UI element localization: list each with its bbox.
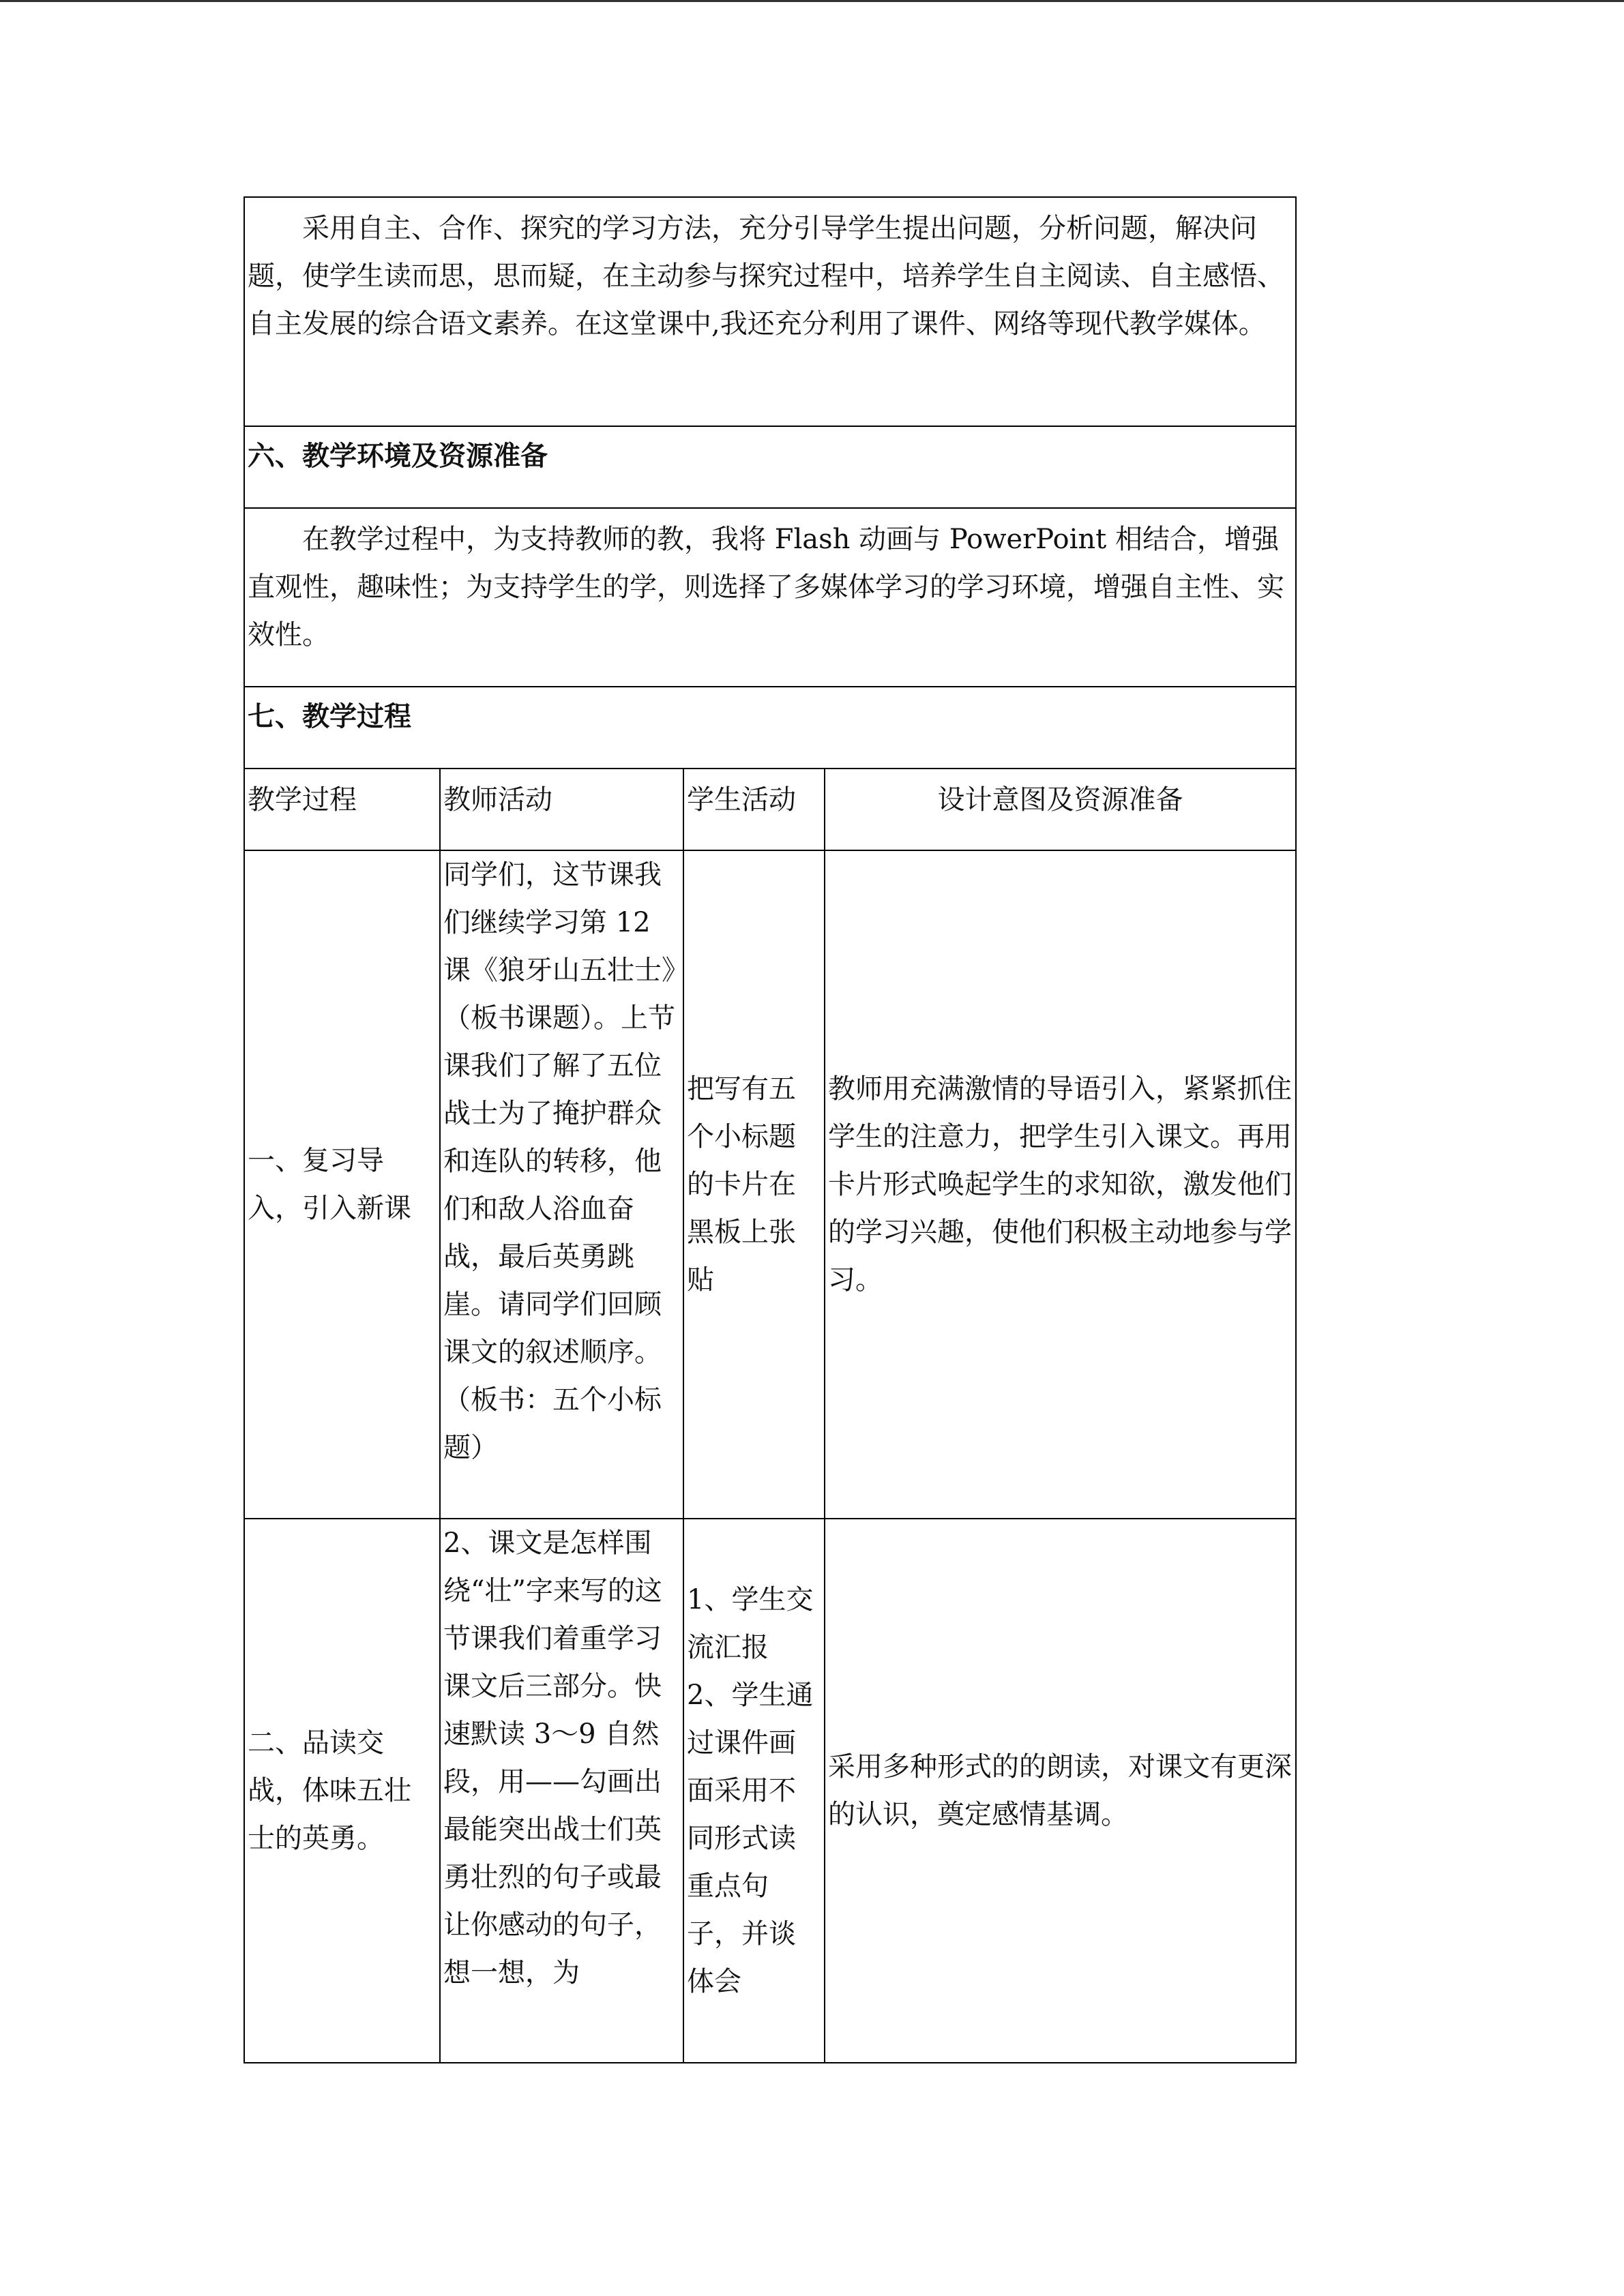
column-header-intent: 设计意图及资源准备 — [825, 769, 1296, 850]
row1-teacher: 同学们，这节课我们继续学习第 12 课《狼牙山五壮士》（板书课题）。上节课我们了解了五位战士为了掩护群众和连队的转移，他们和敌人浴血奋战，最后英勇跳崖。请同学们回顾课文的叙述顺序。（板书：五个小标题） — [440, 850, 683, 1519]
section7-heading-row — [244, 687, 1296, 769]
table-row — [244, 850, 1296, 1519]
section7-heading: 七、教学过程 — [244, 687, 1296, 769]
section5-cell — [244, 197, 1296, 426]
section6-heading-row — [244, 426, 1296, 508]
column-header-teacher: 教师活动 — [440, 769, 683, 850]
column-header-stage: 教学过程 — [244, 769, 440, 850]
section6-paragraph: 在教学过程中，为支持教师的教，我将 Flash 动画与 PowerPoint 相结合，增强直观性，趣味性；为支持学生的学，则选择了多媒体学习的学习环境，增强自主性、实效性。 — [248, 524, 1284, 651]
row2-student-line-2: 2、学生通过课件画面采用不同形式读重点句子，并谈体会 — [687, 1680, 814, 1997]
table-row — [244, 1519, 1296, 2063]
column-header-student: 学生活动 — [683, 769, 825, 850]
row2-student-line-1: 1、学生交流汇报 — [687, 1584, 814, 1663]
top-border-line — [0, 0, 1624, 2]
section6-heading: 六、教学环境及资源准备 — [244, 426, 1296, 508]
section5-row — [244, 197, 1296, 426]
section6-body-row — [244, 508, 1296, 687]
row2-teacher: 2、课文是怎样围绕“壮”字来写的这节课我们着重学习课文后三部分。快速默读 3～9 自然段，用——勾画出最能突出战士们英勇壮烈的句子或最让你感动的句子，想一想，为 — [440, 1519, 683, 2063]
table-header-row — [244, 769, 1296, 850]
row1-stage: 一、复习导入，引入新课 — [244, 850, 440, 1519]
section6-cell — [244, 508, 1296, 687]
row1-student: 把写有五个小标题的卡片在黑板上张贴 — [683, 850, 825, 1519]
row2-intent: 采用多种形式的的朗读，对课文有更深的认识，奠定感情基调。 — [825, 1519, 1296, 2063]
lesson-plan-table — [243, 196, 1297, 2063]
row2-stage: 二、品读交战，体味五壮士的英勇。 — [244, 1519, 440, 2063]
row2-student — [683, 1519, 825, 2063]
section5-paragraph: 采用自主、合作、探究的学习方法，充分引导学生提出问题，分析问题，解决问题，使学生读而思，思而疑，在主动参与探究过程中，培养学生自主阅读、自主感悟、自主发展的综合语文素养。在这堂课中,我还充分利用了课件、网络等现代教学媒体。 — [248, 213, 1284, 340]
row1-intent: 教师用充满激情的导语引入，紧紧抓住学生的注意力，把学生引入课文。再用卡片形式唤起学生的求知欲，激发他们的学习兴趣，使他们积极主动地参与学习。 — [825, 850, 1296, 1519]
